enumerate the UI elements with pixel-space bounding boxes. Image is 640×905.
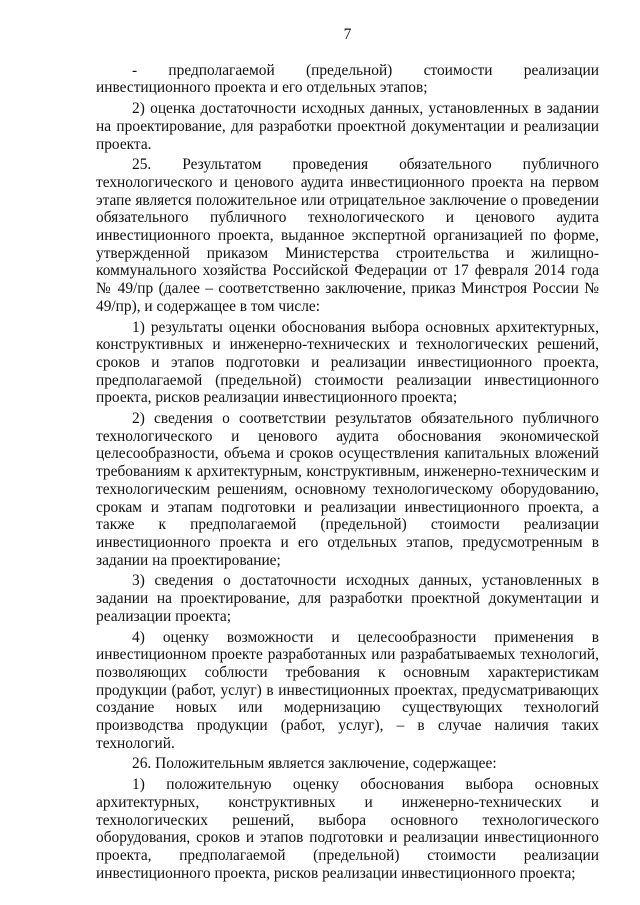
paragraph-section-25: 25. Результатом проведения обязательного публичного технологического и ценового аудита инвестиционного проекта на первом этапе является положительное или отрицательное заключение о проведении обязательного публичного технологического и ценового аудита инвестиционного проекта, выданное экспертной организацией по форме, утвержденной приказом Министерства строительства и жилищно-коммунального хозяйства Российской Федерации от 17 февраля 2014 года № 49/пр (далее – соответственно заключение, приказ Минстроя России № 49/пр), и содержащее в том числе:	[96, 156, 599, 315]
page-number: 7	[343, 26, 352, 43]
paragraph-25-item-2: 2) сведения о соответствии результатов обязательного публичного технологического и ценового аудита обоснования экономической целесообразности, объема и сроков осуществления капитальных вложений требованиям к архитектурным, конструктивным, инженерно-техническим и технологическим решениям, основному технологическому оборудованию, срокам и этапам подготовки и реализации инвестиционного проекта, а также к предполагаемой (предельной) стоимости реализации инвестиционного проекта и его отдельных этапов, предусмотренным в задании на проектирование;	[96, 410, 599, 569]
paragraph-25-item-1: 1) результаты оценки обоснования выбора основных архитектурных, конструктивных и инженерно-технических и технологических решений, сроков и этапов подготовки и реализации инвестиционного проекта, предполагаемой (предельной) стоимости реализации инвестиционного проекта, рисков реализации инвестиционного проекта;	[96, 318, 599, 407]
paragraph-26-item-1: 1) положительную оценку обоснования выбора основных архитектурных, конструктивных и инженерно-технических и технологических решений, выбора основного технологического оборудования, сроков и этапов подготовки и реализации инвестиционного проекта, предполагаемой (предельной) стоимости реализации инвестиционного проекта, рисков реализации инвестиционного проекта;	[96, 776, 599, 882]
paragraph-cost-dash-item: - предполагаемой (предельной) стоимости реализации инвестиционного проекта и его отдельных этапов;	[96, 61, 599, 97]
paragraph-25-item-3: 3) сведения о достаточности исходных данных, установленных в задании на проектирование, для разработки проектной документации и реализации проекта;	[96, 572, 599, 625]
document-page	[96, 26, 599, 885]
paragraph-25-item-4: 4) оценку возможности и целесообразности применения в инвестиционном проекте разработанных или разрабатываемых технологий, позволяющих соблюсти требования к основным характеристикам продукции (работ, услуг) в инвестиционных проектах, предусматривающих создание новых или модернизацию существующих технологий производства продукции (работ, услуг), – в случае наличия таких технологий.	[96, 628, 599, 752]
paragraph-section-26: 26. Положительным является заключение, содержащее:	[132, 755, 497, 773]
paragraph-item-2-data-sufficiency: 2) оценка достаточности исходных данных, установленных в задании на проектирование, для разработки проектной документации и реализации проекта.	[96, 100, 599, 153]
